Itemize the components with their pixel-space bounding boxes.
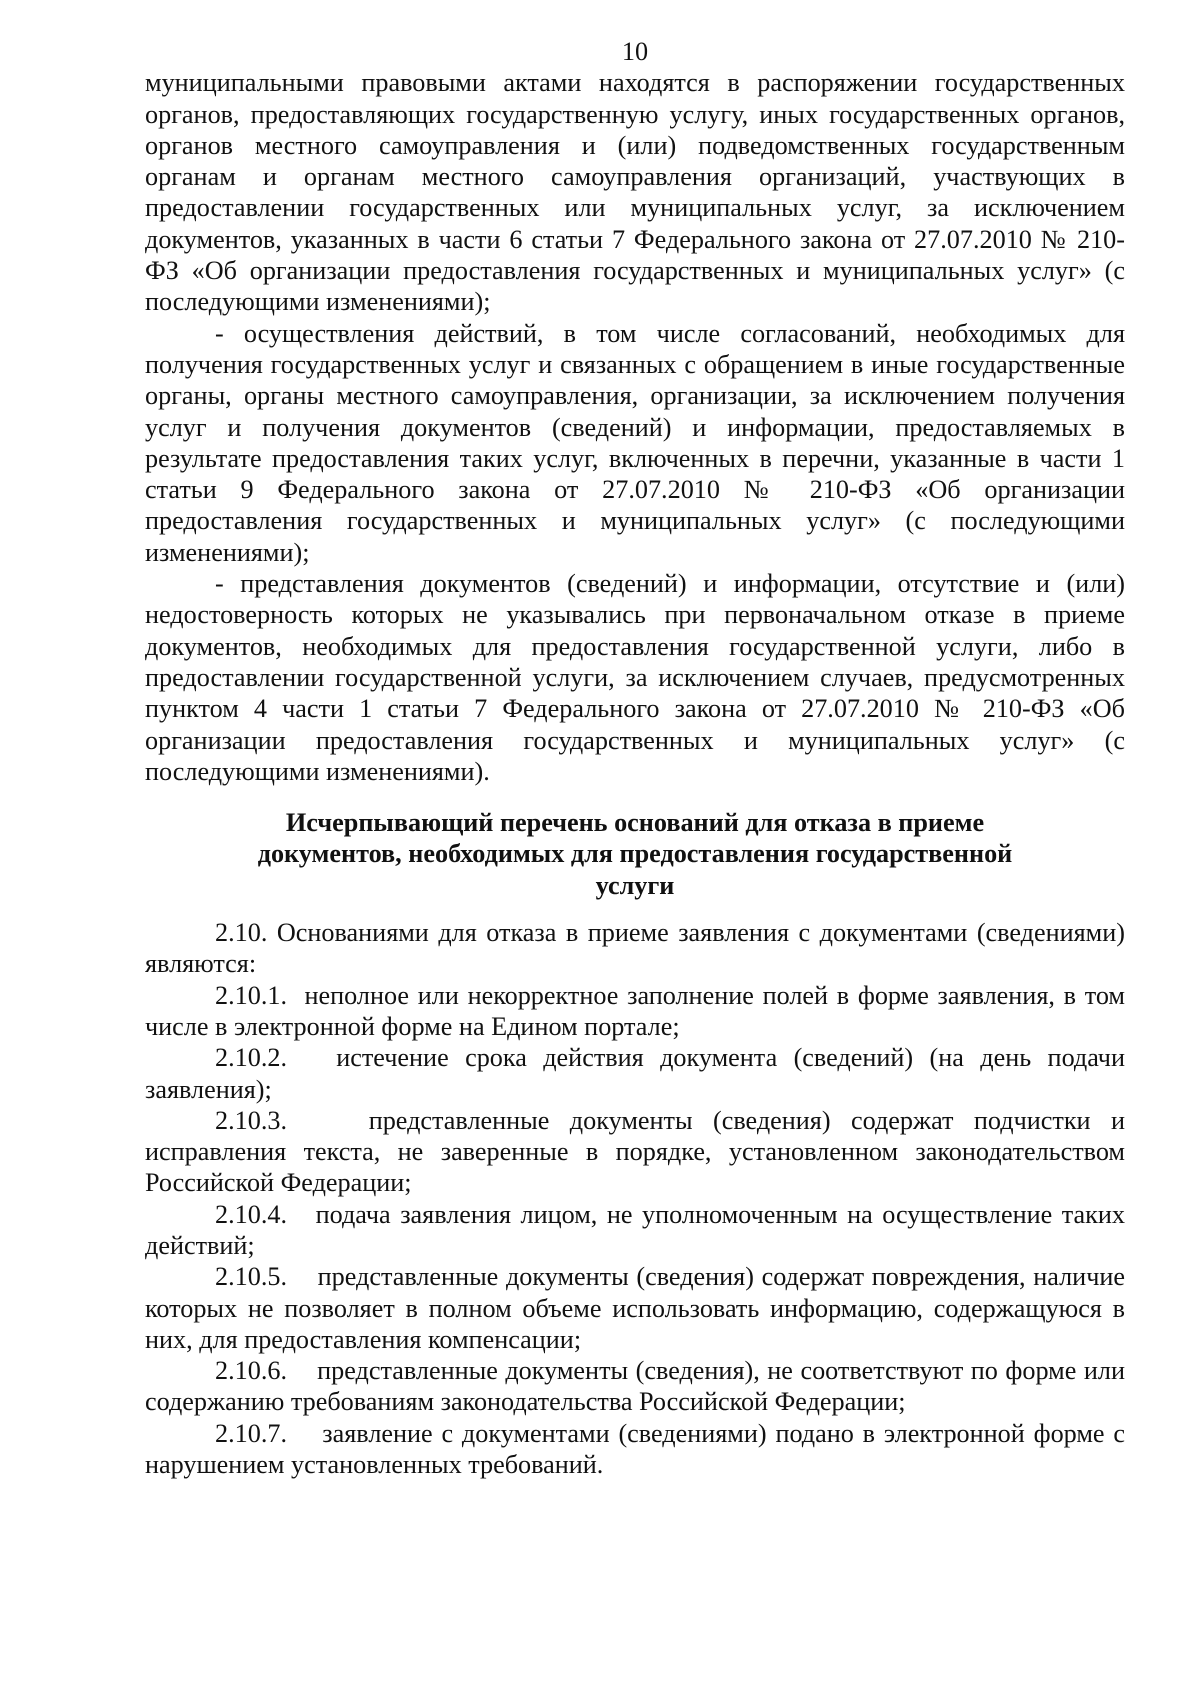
list-item [145, 980, 1125, 1043]
document-page [145, 36, 1125, 1480]
item-number: 2.10.1. [215, 980, 288, 1010]
section-heading: Исчерпывающий перечень оснований для отказа в приеме документов, необходимых для предоставления государственной услуги [257, 808, 1013, 900]
paragraph-documents: - представления документов (сведений) и информации, отсутствие и (или) недостоверность которых не указывались при первоначальном отказе в приеме документов, необходимых для предоставления государственной услуги, либо в предоставлении государственной услуги, за исключением случаев, предусмотренных пунктом 4 части 1 статьи 7 Федерального закона от 27.07.2010 № 210-ФЗ «Об организации предоставления государственных и муниципальных услуг» (с последующими изменениями). [145, 569, 1125, 786]
list-item [145, 1355, 1125, 1418]
item-number: 2.10.7. [215, 1418, 288, 1448]
item-text: заявление с документами (сведениями) подано в электронной форме с нарушением установленных требований. [145, 1418, 1125, 1480]
item-text: представленные документы (сведения) содержат повреждения, наличие которых не позволяет в полном объеме использовать информацию, содержащуюся в них, для предоставления компенсации; [145, 1262, 1125, 1354]
item-text: подача заявления лицом, не уполномоченным на осуществление таких действий; [145, 1199, 1126, 1260]
paragraph-continuation: муниципальными правовыми актами находятся в распоряжении государственных органов, предоставляющих государственную услугу, иных государственных органов, органов местного самоуправления и (или) подведомственных государственным органам и органам местного самоуправления организаций, участвующих в предоставлении государственных или муниципальных услуг, за исключением документов, указанных в части 6 статьи 7 Федерального закона от 27.07.2010 № 210-ФЗ «Об организации предоставления государственных и муниципальных услуг» (с последующими изменениями); [145, 68, 1125, 317]
item-number: 2.10.2. [215, 1043, 288, 1073]
item-text: представленные документы (сведения), не соответствуют по форме или содержанию требованиям законодательства Российской Федерации; [145, 1356, 1126, 1417]
item-number: 2.10.4. [215, 1199, 288, 1229]
item-number: 2.10.5. [215, 1262, 288, 1292]
list-item [145, 1261, 1125, 1355]
item-number: 2.10.3. [215, 1105, 288, 1135]
paragraph-actions: - осуществления действий, в том числе согласований, необходимых для получения государственных услуг и связанных с обращением в иные государственные органы, органы местного самоуправления, организации, за исключением получения услуг и получения документов (сведений) и информации, предоставляемых в результате предоставления таких услуг, включенных в перечни, указанные в части 1 статьи 9 Федерального закона от 27.07.2010 № 210-ФЗ «Об организации предоставления государственных и муниципальных услуг» (с последующими изменениями); [145, 318, 1125, 567]
list-item [145, 1418, 1125, 1481]
item-text: представленные документы (сведения) содержат подчистки и исправления текста, не заверенные в порядке, установленном законодательством Российской Федерации; [145, 1105, 1125, 1198]
item-number: 2.10.6. [215, 1356, 288, 1386]
list-item [145, 1105, 1125, 1199]
item-text: неполное или некорректное заполнение полей в форме заявления, в том числе в электронной форме на Едином портале; [145, 980, 1125, 1041]
list-item [145, 1199, 1125, 1262]
list-item [145, 1042, 1125, 1105]
item-text: истечение срока действия документа (сведений) (на день подачи заявления); [145, 1043, 1125, 1104]
page-number: 10 [621, 37, 649, 66]
section-intro: 2.10. Основаниями для отказа в приеме заявления с документами (сведениями) являются: [145, 918, 1125, 979]
